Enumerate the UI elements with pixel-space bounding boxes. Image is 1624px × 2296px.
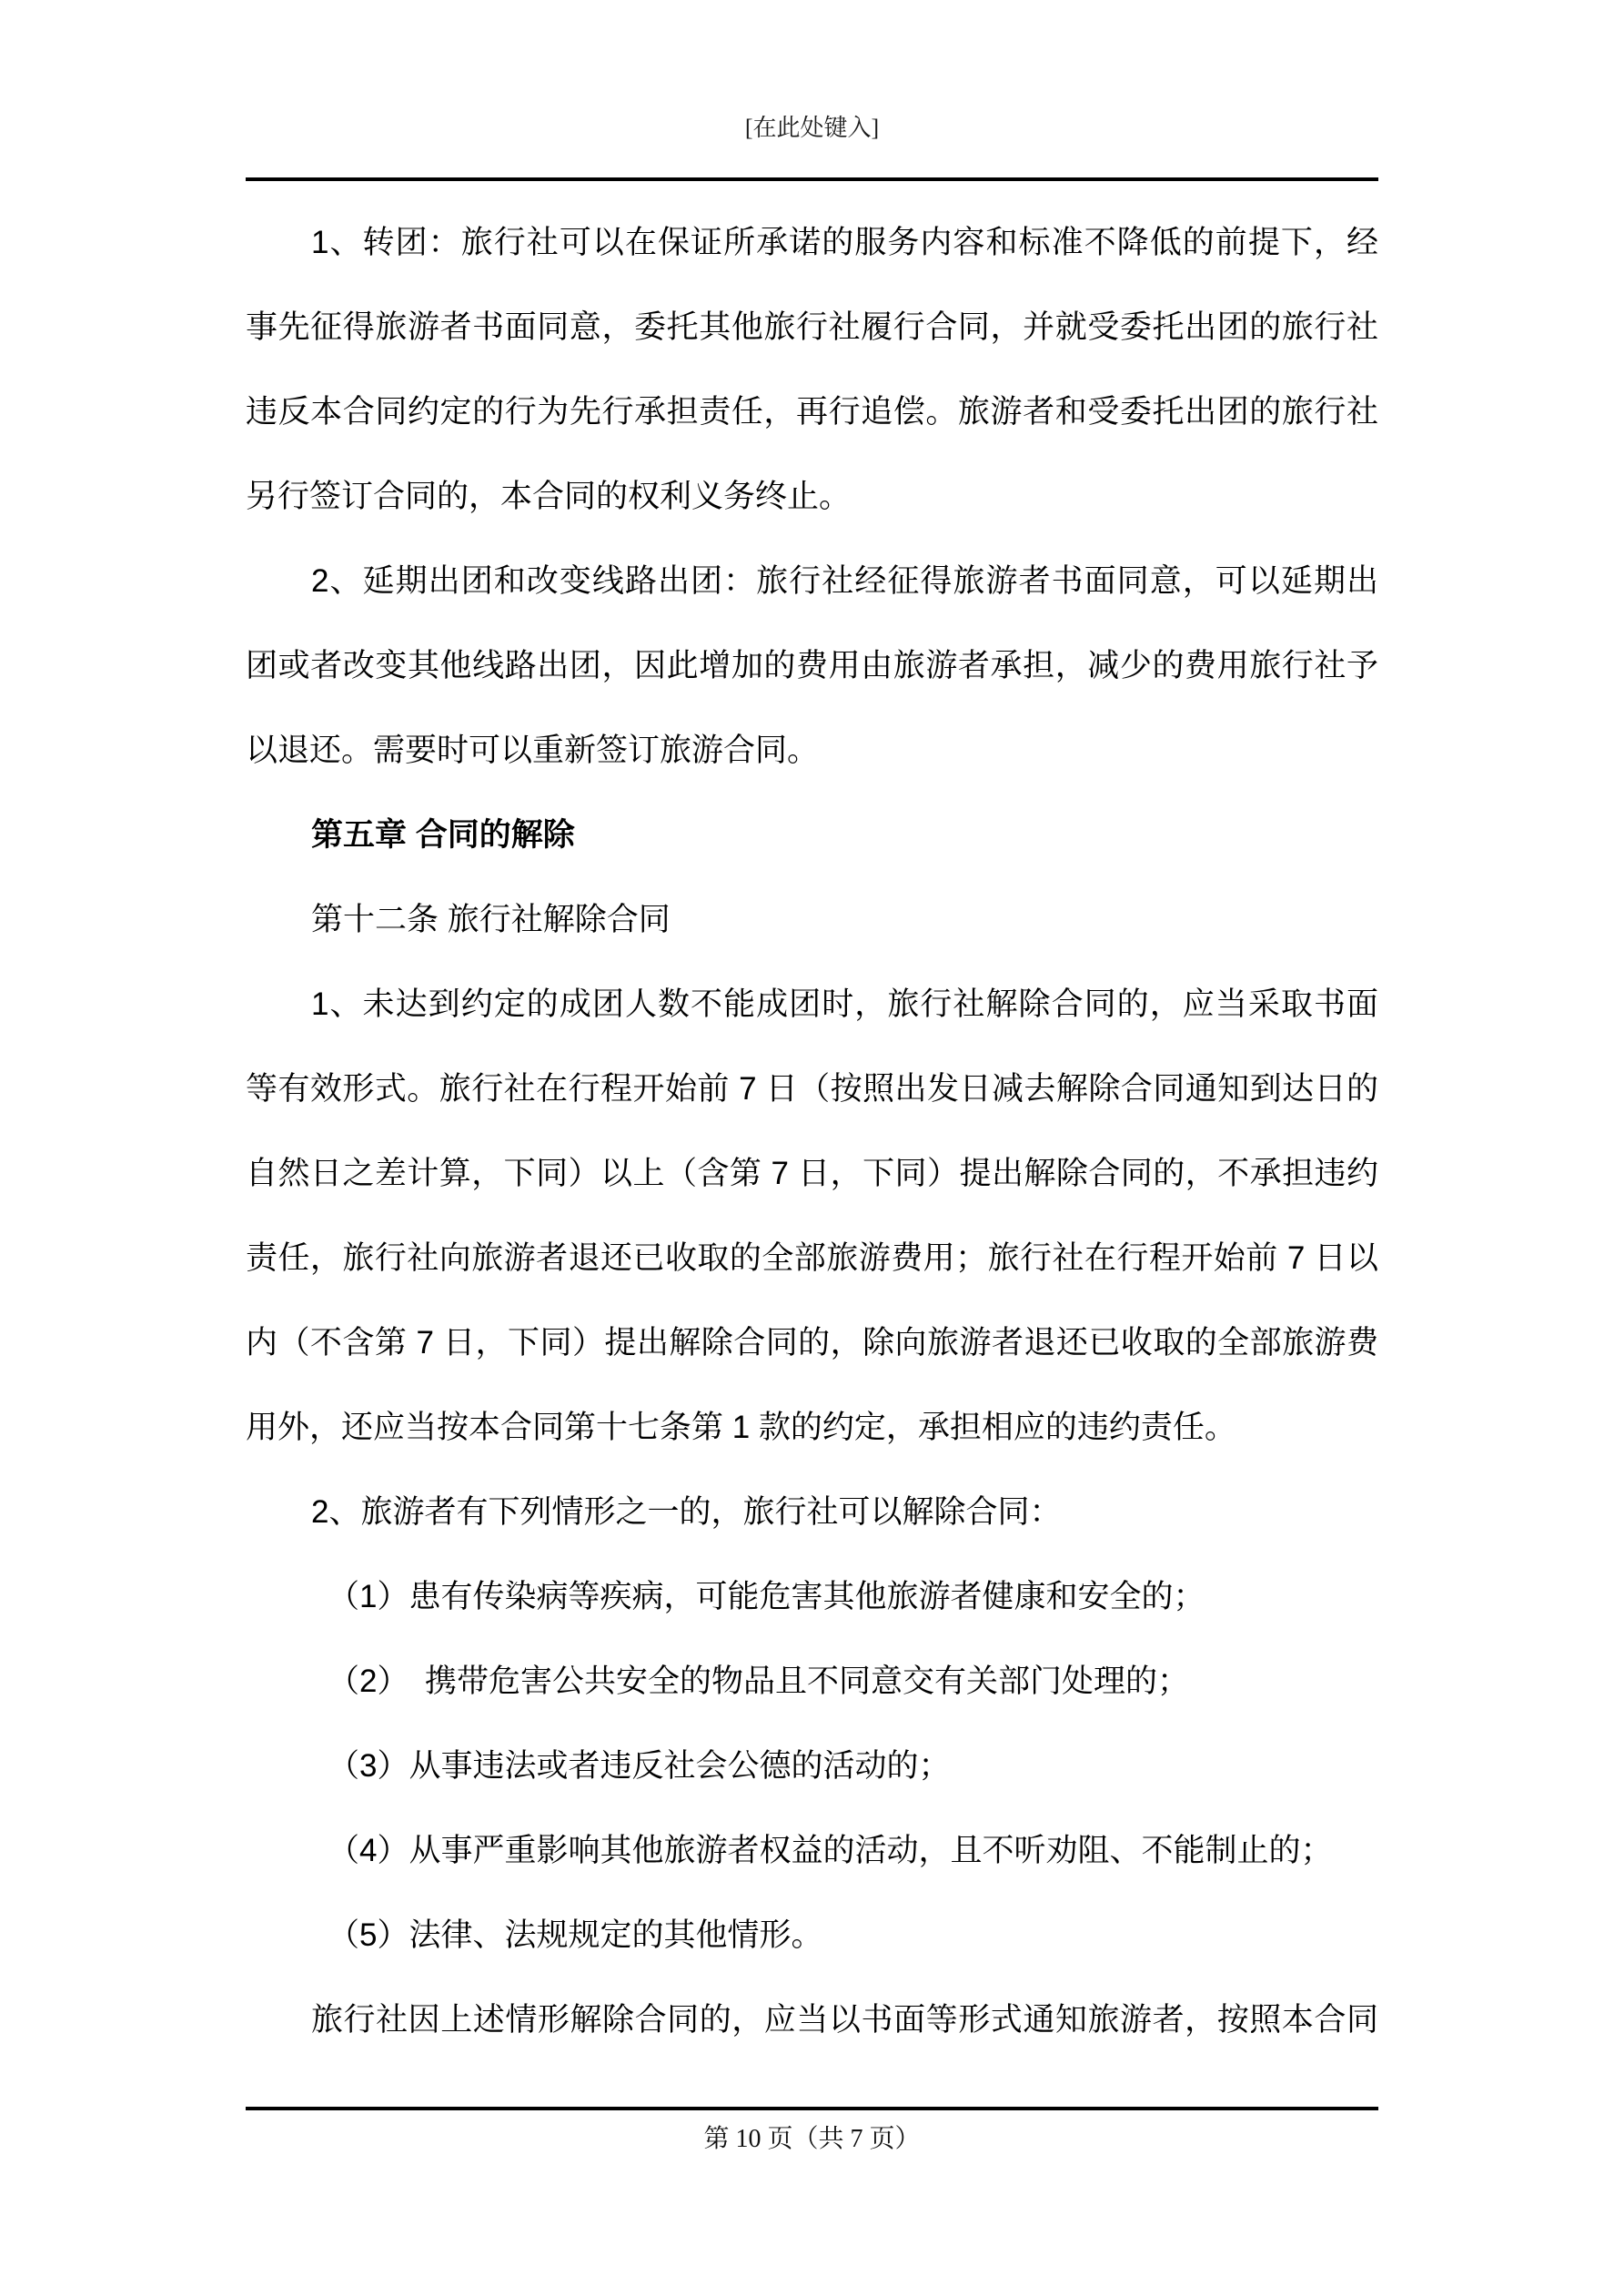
text-line: 以退还。需要时可以重新签订旅游合同。 bbox=[246, 733, 820, 768]
text-line: 团或者改变其他线路出团，因此增加的费用由旅游者承担，减少的费用旅行社予 bbox=[246, 648, 1378, 683]
article-heading-text: 第十二条 旅行社解除合同 bbox=[311, 902, 671, 937]
text-line: 1、未达到约定的成团人数不能成团时，旅行社解除合同的，应当采取书面 bbox=[311, 986, 1378, 1022]
list-item-text: （1）患有传染病等疾病，可能危害其他旅游者健康和安全的； bbox=[328, 1579, 1205, 1614]
list-item-3 bbox=[246, 1724, 1378, 1808]
text-line: 1、转团：旅行社可以在保证所承诺的服务内容和标准不降低的前提下，经 bbox=[311, 225, 1378, 260]
document-body bbox=[246, 200, 1378, 2062]
article-heading bbox=[246, 877, 1378, 962]
chapter-heading-text: 第五章 合同的解除 bbox=[311, 817, 575, 853]
list-item-text: （4）从事严重影响其他旅游者权益的活动，且不听劝阻、不能制止的； bbox=[328, 1833, 1333, 1868]
chapter-heading bbox=[246, 793, 1378, 877]
paragraph-notice-continuation bbox=[246, 1977, 1378, 2062]
list-item-4 bbox=[246, 1808, 1378, 1893]
text-line: 旅行社因上述情形解除合同的，应当以书面等形式通知旅游者，按照本合同 bbox=[311, 2002, 1378, 2038]
text-line: 责任，旅行社向旅游者退还已收取的全部旅游费用；旅行社在行程开始前 7 日以 bbox=[246, 1240, 1378, 1276]
text-line: 2、旅游者有下列情形之一的，旅行社可以解除合同： bbox=[311, 1494, 1062, 1530]
header-divider bbox=[246, 177, 1378, 181]
list-item-text: （2） 携带危害公共安全的物品且不同意交有关部门处理的； bbox=[328, 1664, 1189, 1699]
paragraph-postpone-departure bbox=[246, 539, 1378, 793]
text-line: 内（不含第 7 日，下同）提出解除合同的，除向旅游者退还已收取的全部旅游费 bbox=[246, 1325, 1378, 1360]
text-line: 等有效形式。旅行社在行程开始前 7 日（按照出发日减去解除合同通知到达日的 bbox=[246, 1071, 1378, 1107]
list-item-1 bbox=[246, 1554, 1378, 1639]
list-item-5 bbox=[246, 1893, 1378, 1977]
list-item-text: （3）从事违法或者违反社会公德的活动的； bbox=[328, 1748, 951, 1784]
text-line: 用外，还应当按本合同第十七条第 1 款的约定，承担相应的违约责任。 bbox=[246, 1410, 1236, 1445]
text-line: 违反本合同约定的行为先行承担责任，再行追偿。旅游者和受委托出团的旅行社 bbox=[246, 394, 1378, 430]
list-item-text: （5）法律、法规规定的其他情形。 bbox=[328, 1917, 823, 1953]
text-line: 自然日之差计算，下同）以上（含第 7 日，下同）提出解除合同的，不承担违约 bbox=[246, 1156, 1378, 1191]
text-line: 事先征得旅游者书面同意，委托其他旅行社履行合同，并就受委托出团的旅行社 bbox=[246, 309, 1378, 345]
paragraph-transfer-group bbox=[246, 200, 1378, 539]
list-item-2 bbox=[246, 1639, 1378, 1724]
page-number: 第 10 页（共 7 页） bbox=[703, 2125, 921, 2153]
footer-divider bbox=[246, 2107, 1378, 2110]
paragraph-tourist-conditions-intro bbox=[246, 1470, 1378, 1554]
text-line: 2、延期出团和改变线路出团：旅行社经征得旅游者书面同意，可以延期出 bbox=[311, 563, 1378, 599]
paragraph-agency-cancellation bbox=[246, 962, 1378, 1470]
text-line: 另行签订合同的，本合同的权利义务终止。 bbox=[246, 479, 852, 514]
header-placeholder: [在此处键入] bbox=[744, 115, 880, 141]
